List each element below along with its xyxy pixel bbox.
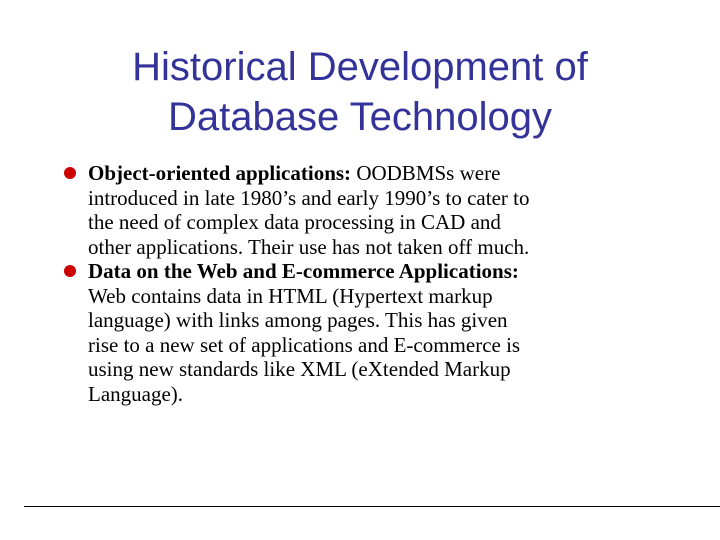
bullet-1-line-1: [88, 161, 620, 186]
bullet-dot-icon: [64, 265, 76, 277]
bullet-2-line-4: rise to a new set of applications and E-commerce is: [88, 332, 521, 357]
bullet-1-line-3: the need of complex data processing in CAD and: [88, 210, 501, 234]
slide-title: [60, 42, 660, 142]
bullet-item-object-oriented: [60, 161, 620, 259]
bullet-1-line-4: other applications. Their use has not taken off much.: [88, 234, 530, 259]
bullet-2-line-1: [88, 259, 620, 284]
title-line-1: Historical Development of: [132, 45, 588, 89]
bullet-1-text-1: OODBMSs were: [351, 161, 501, 185]
title-line-2: Database Technology: [168, 95, 552, 139]
bullet-2-line-3: language) with links among pages. This has given: [88, 308, 508, 332]
bullet-2-line-6: Language).: [88, 381, 184, 406]
bullet-2-lead: Data on the Web and E-commerce Applications:: [88, 259, 519, 283]
bullet-dot-icon: [64, 167, 76, 179]
bullet-item-web-ecommerce: [60, 259, 620, 406]
bullet-list: [60, 161, 620, 406]
bullet-1-line-2: introduced in late 1980’s and early 1990’s to cater to: [88, 185, 530, 210]
bottom-rule: [24, 506, 720, 507]
bullet-2-line-5: using new standards like XML (eXtended Markup: [88, 357, 511, 381]
bullet-1-lead: Object-oriented applications:: [88, 161, 352, 185]
bullet-2-line-2: Web contains data in HTML (Hypertext markup: [88, 283, 493, 308]
